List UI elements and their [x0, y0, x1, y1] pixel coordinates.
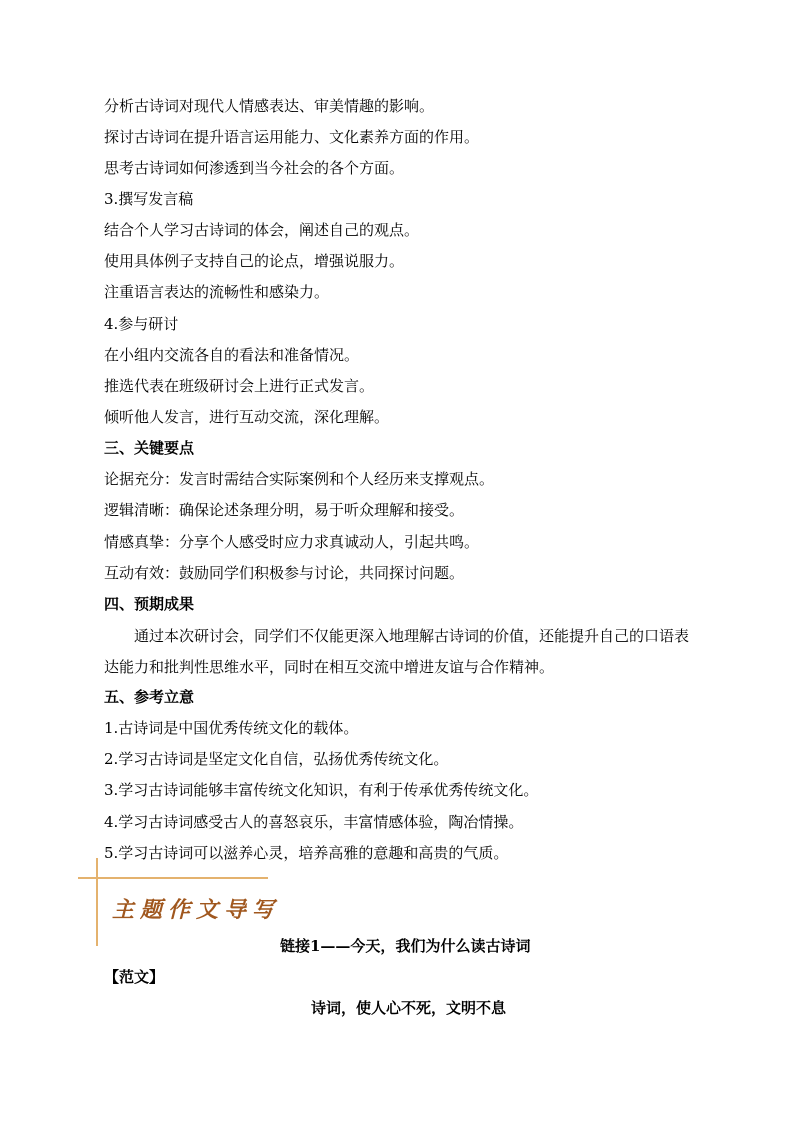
- step-heading: 4.参与研讨: [104, 315, 179, 333]
- banner-title: 主题作文导写: [112, 897, 281, 923]
- reference-item: 3.学习古诗词能够丰富传统文化知识，有利于传承优秀传统文化。: [104, 781, 539, 799]
- essay-title: 诗词，使人心不死，文明不息: [311, 999, 507, 1017]
- reference-item: 5.学习古诗词可以滋养心灵，培养高雅的意趣和高贵的气质。: [104, 844, 509, 862]
- banner-vertical-rule: [96, 858, 98, 946]
- reference-item: 1.古诗词是中国优秀传统文化的载体。: [104, 719, 359, 737]
- text-line: 在小组内交流各自的看法和准备情况。: [104, 346, 360, 364]
- step-heading: 3.撰写发言稿: [104, 190, 194, 208]
- link-title: 链接1——今天，我们为什么读古诗词: [280, 937, 531, 955]
- expected-outcome-paragraph: 通过本次研讨会，同学们不仅能更深入地理解古诗词的价值，还能提升自己的口语表达能力和批判性思维水平，同时在相互交流中增进友谊与合作精神。: [104, 627, 690, 676]
- reference-item: 4.学习古诗词感受古人的喜怒哀乐，丰富情感体验，陶冶情操。: [104, 813, 524, 831]
- banner-horizontal-rule: [78, 877, 268, 879]
- text-line: 探讨古诗词在提升语言运用能力、文化素养方面的作用。: [104, 128, 480, 146]
- text-line: 思考古诗词如何渗透到当今社会的各个方面。: [104, 159, 405, 177]
- key-point: 情感真挚：分享个人感受时应力求真诚动人，引起共鸣。: [104, 533, 480, 551]
- key-point: 互动有效：鼓励同学们积极参与讨论，共同探讨问题。: [104, 564, 465, 582]
- section-heading: 三、关键要点: [104, 439, 195, 457]
- reference-item: 2.学习古诗词是坚定文化自信，弘扬优秀传统文化。: [104, 750, 449, 768]
- key-point: 逻辑清晰：确保论述条理分明，易于听众理解和接受。: [104, 501, 465, 519]
- text-line: 注重语言表达的流畅性和感染力。: [104, 283, 330, 301]
- text-line: 使用具体例子支持自己的论点，增强说服力。: [104, 252, 405, 270]
- text-line: 推选代表在班级研讨会上进行正式发言。: [104, 377, 375, 395]
- section-heading: 五、参考立意: [104, 688, 195, 706]
- text-line: 倾听他人发言，进行互动交流，深化理解。: [104, 408, 390, 426]
- key-point: 论据充分：发言时需结合实际案例和个人经历来支撑观点。: [104, 470, 495, 488]
- section-heading: 四、预期成果: [104, 595, 195, 613]
- text-line: 分析古诗词对现代人情感表达、审美情趣的影响。: [104, 97, 435, 115]
- fanwen-label: 【范文】: [104, 968, 165, 986]
- text-line: 结合个人学习古诗词的体会，阐述自己的观点。: [104, 221, 420, 239]
